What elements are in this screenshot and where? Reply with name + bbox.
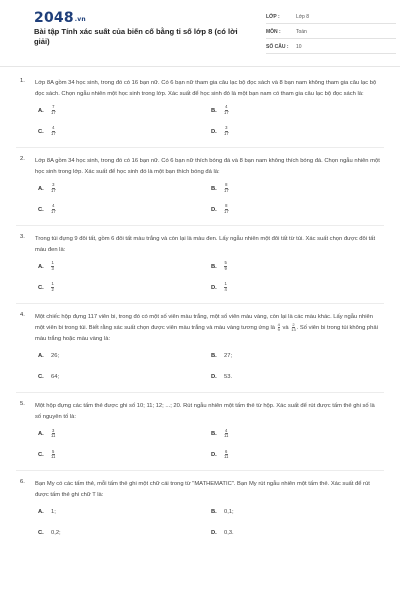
option-b[interactable] — [211, 427, 384, 440]
question-text: Trong túi đựng 9 đôi tất, gồm 6 đôi tất màu trắng và còn lại là màu đen. Lấy ngẫu nhiên một đôi tất từ túi. Xác suất chọn được đôi tất màu đen là: — [35, 236, 376, 253]
option-a[interactable] — [38, 427, 211, 440]
option-letter: D. — [211, 206, 217, 213]
option-b[interactable] — [211, 349, 384, 362]
question-text-start: Một chiếc hộp đựng 117 viên bi, trong đó có một số viên màu trắng, một số viên màu vàng, còn lại là các màu khác. Lấy ngẫu nhiên một viên bi trong túi. Biết rằng xác suất chọn được viên màu trắng và màu vàng tương ứng là — [35, 314, 373, 332]
fraction — [51, 282, 54, 292]
fraction-numerator: 2 — [292, 322, 295, 327]
option-letter: D. — [211, 451, 217, 458]
option-text: 53. — [224, 373, 233, 380]
question-divider — [16, 470, 384, 471]
meta-label: MÔN : — [266, 29, 281, 35]
document-meta — [266, 11, 396, 56]
option-letter: C. — [38, 284, 44, 291]
fraction — [224, 261, 227, 271]
option-b[interactable] — [211, 182, 384, 195]
option-a[interactable] — [38, 182, 211, 195]
fraction-denominator: 9 — [224, 266, 227, 271]
fraction — [51, 183, 56, 193]
fraction-numerator: 7 — [52, 104, 55, 110]
option-b[interactable] — [211, 505, 384, 518]
option-d[interactable] — [211, 370, 384, 383]
question-number: 1. — [20, 78, 25, 84]
answer-options — [38, 349, 382, 383]
fraction — [51, 105, 56, 115]
question-number: 6. — [20, 479, 25, 486]
inline-fraction — [278, 323, 280, 332]
site-logo[interactable] — [34, 10, 86, 26]
document-header — [16, 0, 384, 62]
meta-label: LỚP : — [266, 14, 280, 20]
fraction-denominator: 11 — [51, 454, 56, 460]
question-text: Một hộp đựng các tấm thẻ được ghi số 10; 11; 12; ...; 20. Rút ngẫu nhiên một tấm thẻ từ hộp. Xác suất để rút được tấm thẻ ghi số là số nguyên tố là: — [35, 403, 375, 421]
fraction-denominator: 17 — [224, 110, 229, 115]
fraction-denominator: 17 — [51, 110, 56, 115]
question-5 — [20, 401, 382, 461]
fraction-numerator: 1 — [224, 281, 227, 287]
fraction-denominator: 2 — [51, 287, 54, 292]
fraction-numerator: 3 — [225, 125, 228, 131]
fraction-numerator: 3 — [52, 182, 55, 188]
meta-value: Toán — [296, 29, 307, 35]
fraction-numerator: 6 — [225, 448, 228, 454]
option-letter: A. — [38, 352, 44, 359]
question-text — [35, 312, 382, 345]
fraction-denominator: 3 — [51, 266, 54, 271]
document-title: Bài tập Tính xác suất của biến cố bằng tỉ số lớp 8 (có lời giải) — [34, 27, 238, 46]
meta-value: Lớp 8 — [296, 14, 310, 20]
option-text: 27; — [224, 352, 233, 359]
fraction-numerator: 1 — [51, 260, 54, 266]
option-b[interactable] — [211, 104, 384, 117]
fraction-numerator: 3 — [52, 427, 55, 433]
question-number: 5. — [20, 401, 25, 408]
option-text: 0,3. — [224, 529, 234, 536]
question-4 — [20, 312, 382, 383]
fraction-denominator: 17 — [51, 188, 56, 193]
fraction-denominator: 17 — [51, 131, 56, 136]
fraction — [224, 204, 229, 214]
option-letter: C. — [38, 128, 44, 135]
question-text-mid: và — [282, 325, 289, 332]
fraction — [51, 126, 56, 136]
fraction-denominator: 13 — [291, 327, 296, 333]
option-c[interactable] — [38, 281, 211, 294]
option-d[interactable] — [211, 526, 384, 539]
option-letter: A. — [38, 263, 44, 270]
option-text: 26; — [51, 352, 60, 359]
fraction-denominator: 17 — [224, 188, 229, 193]
answer-options — [38, 427, 382, 461]
question-divider — [16, 147, 384, 148]
option-c[interactable] — [38, 125, 211, 138]
fraction — [224, 429, 228, 439]
option-d[interactable] — [211, 281, 384, 294]
question-text-end: . Số viên bi trong túi không phải màu trắng hoặc màu vàng là: — [35, 325, 378, 343]
inline-fraction — [291, 323, 295, 332]
fraction-denominator: 17 — [224, 131, 229, 136]
fraction-numerator: 5 — [52, 448, 55, 454]
question-divider — [16, 303, 384, 304]
option-letter: D. — [211, 529, 217, 536]
fraction — [51, 261, 54, 271]
fraction-numerator: 4 — [52, 203, 55, 209]
question-2 — [20, 156, 382, 216]
fraction — [51, 204, 56, 214]
fraction-denominator: 9 — [277, 327, 280, 333]
fraction-numerator: 4 — [277, 322, 280, 327]
logo-suffix: .vn — [74, 16, 86, 23]
option-letter: B. — [211, 508, 217, 515]
fraction-numerator: 5 — [224, 260, 227, 266]
question-number: 2. — [20, 156, 25, 162]
option-letter: B. — [211, 352, 217, 359]
fraction-numerator: 4 — [225, 427, 228, 433]
question-3 — [20, 234, 382, 294]
fraction — [51, 450, 55, 460]
option-letter: B. — [211, 107, 217, 114]
fraction-numerator: 4 — [225, 104, 228, 110]
fraction — [51, 429, 55, 439]
header-divider — [0, 66, 400, 67]
question-6 — [20, 479, 382, 539]
option-letter: A. — [38, 430, 44, 437]
question-divider — [16, 225, 384, 226]
option-b[interactable] — [211, 260, 384, 273]
option-a[interactable] — [38, 505, 211, 518]
question-number: 3. — [20, 234, 25, 240]
question-text: Lớp 8A gồm 34 học sinh, trong đó có 16 bạn nữ. Có 6 bạn nữ tham gia câu lạc bộ đọc sách và 8 bạn nam không tham gia câu lạc bộ đọc sách. Chọn ngẫu nhiên một học sinh trong lớp. Xác suất để học sinh đó là một bạn nam có tham gia câu lạc bộ đọc sách là: — [35, 80, 377, 97]
fraction — [224, 450, 228, 460]
fraction — [224, 183, 229, 193]
fraction-denominator: 4 — [224, 287, 227, 292]
question-number: 4. — [20, 312, 25, 318]
option-text: 1; — [51, 508, 56, 515]
meta-row-subject — [266, 26, 396, 39]
answer-options — [38, 260, 382, 294]
fraction-denominator: 11 — [51, 433, 56, 439]
option-c[interactable] — [38, 448, 211, 461]
answer-options — [38, 505, 382, 539]
option-letter: A. — [38, 107, 44, 114]
fraction-numerator: 8 — [225, 203, 228, 209]
fraction-denominator: 17 — [224, 209, 229, 214]
fraction-numerator: 4 — [52, 125, 55, 131]
meta-row-class — [266, 11, 396, 24]
option-letter: B. — [211, 263, 217, 270]
fraction-numerator: 1 — [51, 281, 54, 287]
fraction — [224, 105, 229, 115]
option-letter: A. — [38, 185, 44, 192]
option-a[interactable] — [38, 104, 211, 117]
question-divider — [16, 392, 384, 393]
option-letter: C. — [38, 529, 44, 536]
option-c[interactable] — [38, 203, 211, 216]
option-a[interactable] — [38, 260, 211, 273]
option-d[interactable] — [211, 125, 384, 138]
option-c[interactable] — [38, 370, 211, 383]
question-text: Bạn My có các tấm thẻ, mỗi tấm thẻ ghi một chữ cái trong từ "MATHEMATIC". Bạn My rút ngẫu nhiên một tấm thẻ. Xác suất để rút được tấm thẻ ghi chữ T là: — [35, 481, 370, 499]
option-text: 0,1; — [224, 508, 234, 515]
option-c[interactable] — [38, 526, 211, 539]
question-list — [20, 78, 382, 539]
option-d[interactable] — [211, 203, 384, 216]
option-d[interactable] — [211, 448, 384, 461]
option-letter: D. — [211, 373, 217, 380]
answer-options — [38, 182, 382, 216]
option-letter: C. — [38, 373, 44, 380]
option-letter: A. — [38, 508, 44, 515]
logo-text: 2048 — [34, 10, 74, 26]
meta-row-count — [266, 41, 396, 54]
option-text: 64; — [51, 373, 60, 380]
fraction-denominator: 11 — [224, 433, 229, 439]
option-letter: D. — [211, 284, 217, 291]
question-1 — [20, 78, 382, 138]
option-letter: B. — [211, 185, 217, 192]
fraction-numerator: 8 — [225, 182, 228, 188]
option-letter: C. — [38, 451, 44, 458]
fraction — [224, 126, 229, 136]
fraction — [224, 282, 227, 292]
option-letter: B. — [211, 430, 217, 437]
option-letter: D. — [211, 128, 217, 135]
answer-options — [38, 104, 382, 138]
fraction-denominator: 17 — [51, 209, 56, 214]
option-letter: C. — [38, 206, 44, 213]
meta-value: 10 — [296, 44, 302, 50]
fraction-denominator: 11 — [224, 454, 229, 460]
option-text: 0,2; — [51, 529, 61, 536]
option-a[interactable] — [38, 349, 211, 362]
question-text: Lớp 8A gồm 34 học sinh, trong đó có 16 bạn nữ. Có 6 bạn nữ thích bóng đá và 8 bạn nam không thích bóng đá. Chọn ngẫu nhiên một học sinh trong lớp. Xác suất để học sinh đó là một bạn thích bóng đá là: — [35, 158, 380, 175]
meta-label: SỐ CÂU : — [266, 44, 289, 50]
